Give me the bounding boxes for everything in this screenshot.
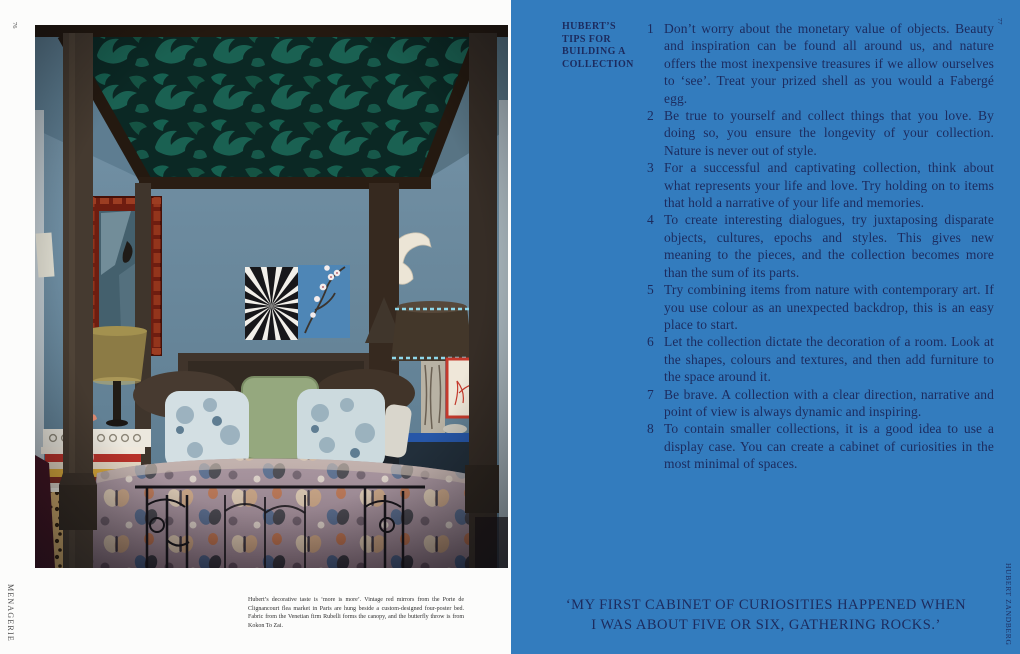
page-number-left: 76 [11,22,18,29]
tip-number: 6 [647,334,654,350]
tips-list [647,20,994,473]
pull-quote [551,596,981,635]
pull-quote-line: I WAS ABOUT FIVE OR SIX, GATHERING ROCKS.’ [591,616,941,633]
tip-text: Try combining items from nature with contemporary art. If you use colour as an unexpected backdrop, this is an easy place to start. [664,282,994,332]
tip-number: 7 [647,386,654,402]
tip-text: To create interesting dialogues, try juxtaposing disparate objects, cultures, epochs and styles. This gives new meaning to the pieces, and the collection becomes more than the sum of its parts. [664,212,994,280]
page-number-right: 77 [996,18,1003,25]
tip-text: Let the collection dictate the decoration of a room. Look at the shapes, colours and textures, and then add furniture to the space around it. [664,334,994,385]
tip-text: Be true to yourself and collect things that you love. By doing so, you ensure the longevity of your collection. Nature is never out of style. [664,108,994,158]
tip-text: Be brave. A collection with a clear direction, narrative and point of view is always dynamic and inspiring. [664,386,994,419]
tip-text: To contain smaller collections, it is a good idea to use a display case. You can create a cabinet of curiosities in the most minimal of spaces. [664,421,994,472]
tip-number: 3 [647,160,654,176]
tip-item [647,386,994,421]
tip-number: 4 [647,212,654,228]
photo-caption: Hubert’s decorative taste is ‘more is more’. Vintage red mirrors from the Porte de Clignancourt flea market in Paris are hung beside a custom-designed four-poster bed. Fabric from the Venetian firm Rubelli forms the canopy, and the butterfly throw is from Kokon To Zai. [248,597,464,629]
tip-number: 5 [647,282,654,298]
designer-credit: HUBERT ZANDBERG [1004,563,1013,646]
tips-header-line: BUILDING A [562,46,626,58]
tip-text: For a successful and captivating collection, think about what represents your life and love. Try holding on to items that hold a narrative of your life and memories. [664,160,994,211]
bedroom-photo [35,25,508,568]
tip-text: Don’t worry about the monetary value of objects. Beauty and inspiration can be found all around us, and nature offers the most inexpensive treasures if we allow ourselves to ‘see’. Treat your prized shell as you would a Fabergé egg. [664,21,994,106]
spine-title: MENAGERIE [6,584,15,642]
tip-item [647,159,994,211]
tip-item [647,107,994,159]
pull-quote-line: ‘MY FIRST CABINET OF CURIOSITIES HAPPENED WHEN [565,597,967,613]
tip-item [647,281,994,333]
tip-item [647,333,994,385]
tips-header-line: TIPS FOR [562,33,612,45]
tip-number: 1 [647,21,654,36]
tips-header-line: HUBERT’S [562,21,616,32]
tip-item [647,420,994,472]
tip-number: 8 [647,421,654,437]
tips-header-line: COLLECTION [562,58,634,70]
right-page [511,0,1020,654]
tip-number: 2 [647,108,654,124]
tip-item [647,20,994,107]
tips-header [562,21,657,71]
tip-item [647,211,994,281]
